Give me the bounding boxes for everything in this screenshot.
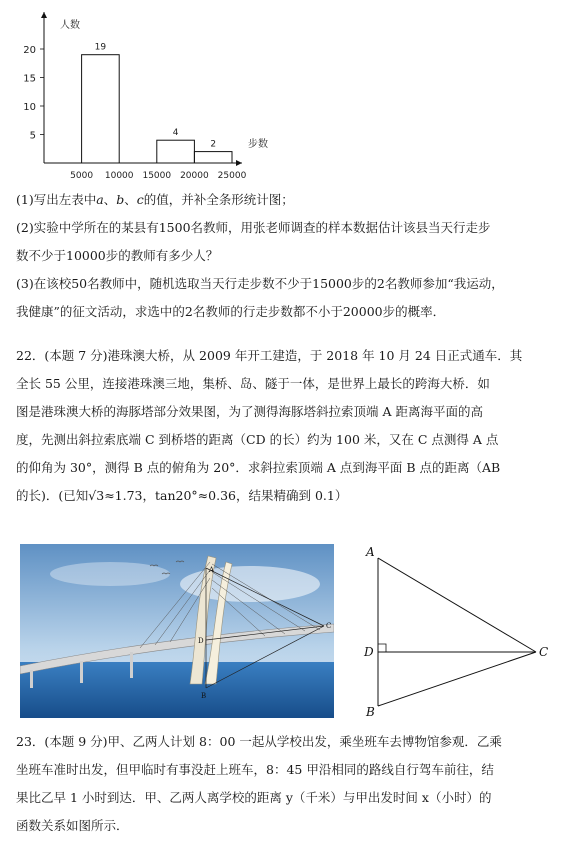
problem-23-line-1: 23．(本题 9 分)甲、乙两人计划 8：00 一起从学校出发，乘坐班车去博物馆参观．乙乘 [16, 734, 502, 749]
problem-22-line-3: 图是港珠澳大桥的海豚塔部分效果图，为了测得海豚塔斜拉索顶端 A 距离海平面的高 [16, 404, 483, 419]
bar-value-label: 2 [210, 139, 217, 150]
variable-a: a [96, 192, 104, 207]
step-count-histogram [0, 0, 300, 188]
problem-23-line-3: 果比乙早 1 小时到达．甲、乙两人离学校的距离 y（千米）与甲出发时间 x（小时）的 [16, 790, 492, 805]
y-tick-label: 10 [23, 102, 36, 113]
y-axis-title: 人数 [60, 20, 80, 31]
photo-label-a: A [209, 566, 215, 574]
problem-22-line-6-start: 的长)．(已知 [16, 488, 89, 503]
problem-22-line-5: 的仰角为 30°，测得 B 点的俯角为 20°．求斜拉索顶端 A 点到海平面 B 点的距离（AB [16, 460, 501, 475]
question-1 [16, 186, 550, 214]
y-axis-arrow [41, 12, 47, 18]
histogram-bar [194, 152, 232, 163]
x-axis-arrow [236, 160, 242, 166]
photo-label-d: D [198, 637, 204, 645]
problem-22-line-6-end: ≈1.73，tan20°≈0.36，结果精确到 0.1） [104, 488, 348, 503]
photo-label-b: B [201, 692, 207, 700]
y-tick-label: 5 [29, 130, 36, 142]
label-a: A [366, 545, 375, 559]
problem-22-line-4: 度，先测出斜拉索底端 C 到桥塔的距离（CD 的长）约为 100 米，又在 C 点测得 A 点 [16, 432, 499, 447]
problem-23-line-2: 坐班车准时出发，但甲临时有事没赶上班车，8：45 甲沿相同的路线自行驾车前往，结 [16, 762, 494, 777]
label-c: C [539, 645, 549, 659]
problem-22-line-2: 全长 55 公里，连接港珠澳三地，集桥、岛、隧于一体，是世界上最长的跨海大桥．如 [16, 376, 490, 391]
histogram-bar [157, 140, 195, 163]
photo-label-c: C [326, 622, 332, 630]
x-tick-label: 20000 [180, 171, 209, 181]
label-b: B [366, 705, 375, 719]
question-2-line-1: (2)实验中学所在的某县有1500名教师，用张老师调查的样本数据估计该县当天行走步 [16, 220, 491, 235]
histogram-questions [16, 186, 550, 326]
bar-value-label: 4 [172, 128, 179, 139]
question-1-tail: 的值，并补全条形统计图； [143, 192, 294, 207]
problem-22-line-1: 22．(本题 7 分)港珠澳大桥，从 2009 年开工建造，于 2018 年 10 月 24 日正式通车．其 [16, 348, 523, 363]
x-tick-label: 15000 [142, 171, 172, 181]
x-tick-label: 5000 [70, 171, 94, 181]
problem-22 [16, 342, 550, 510]
histogram-labels [23, 18, 268, 181]
bridge-photo [20, 544, 334, 718]
x-axis-title: 步数 [248, 139, 268, 150]
right-angle-mark [378, 644, 386, 652]
segment-bc [378, 652, 536, 706]
bar-value-label: 19 [94, 42, 107, 53]
x-tick-label: 25000 [217, 171, 247, 181]
problem-23 [16, 728, 550, 840]
histogram-bar [82, 55, 120, 163]
separator: 、 [124, 192, 137, 207]
question-2-line-2: 数不少于10000步的教师有多少人？ [16, 248, 219, 263]
question-3-line-2: 我健康”的征文活动，求选中的2名教师的行走步数都不小于20000步的概率． [16, 304, 446, 319]
variable-b: b [116, 192, 125, 207]
question-1-text: (1)写出左表中 [16, 192, 97, 207]
x-tick-label: 10000 [104, 171, 134, 181]
problem-23-line-4: 函数关系如图所示． [16, 818, 129, 833]
variable-c: c [136, 192, 144, 207]
question-3-line-1: (3)在该校50名教师中，随机选取当天行走步数不少于15000步的2名教师参加“我运动， [16, 276, 504, 291]
triangle-figure [356, 544, 556, 724]
segment-ac [378, 558, 536, 652]
label-d: D [364, 645, 374, 659]
problem-22-line-6 [16, 482, 550, 510]
y-tick-label: 15 [23, 73, 36, 85]
y-tick-label: 20 [23, 45, 36, 56]
separator: 、 [103, 192, 117, 207]
sqrt-three: √3 [88, 488, 105, 503]
